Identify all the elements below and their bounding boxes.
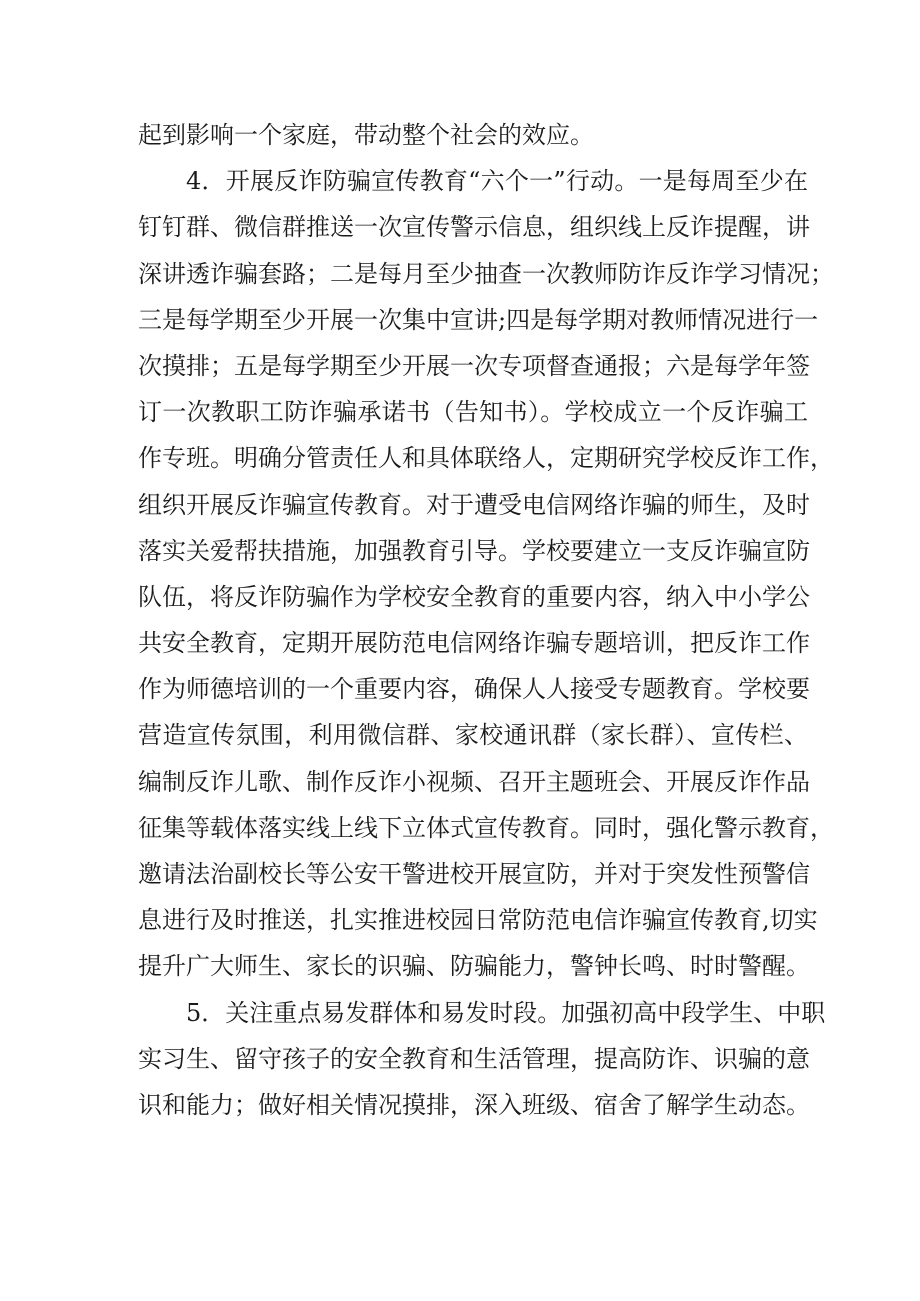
paragraph-line: 组织开展反诈骗宣传教育。对于遭受电信网络诈骗的师生，及时 [138,490,810,519]
paragraph-line: 编制反诈儿歌、制作反诈小视频、召开主题班会、开展反诈作品 [138,767,810,796]
paragraph-line: 实习生、留守孩子的安全教育和生活管理，提高防诈、识骗的意 [138,1044,810,1073]
paragraph-line: 识和能力；做好相关情况摸排，深入班级、宿舍了解学生动态。 [138,1090,810,1119]
paragraph-line: 队伍，将反诈防骗作为学校安全教育的重要内容，纳入中小学公 [138,582,810,611]
document-body [138,112,834,1128]
paragraph-4-heading-line: 4．开展反诈防骗宣传教育“六个一”行动。一是每周至少在 [186,167,808,196]
paragraph-line: 提升广大师生、家长的识骗、防骗能力，警钟长鸣、时时警醒。 [138,952,810,981]
paragraph-line: 息进行及时推送，扎实推进校园日常防范电信诈骗宣传教育,切实 [138,906,818,935]
paragraph-line: 次摸排；五是每学期至少开展一次专项督查通报；六是每学年签 [138,351,810,380]
paragraph-line: 订一次教职工防诈骗承诺书（告知书）。学校成立一个反诈骗工 [138,398,808,427]
paragraph-line: 征集等载体落实线上线下立体式宣传教育。同时，强化警示教育， [138,813,834,842]
paragraph-line: 邀请法治副校长等公安干警进校开展宣防，并对于突发性预警信 [138,860,810,888]
paragraph-line: 起到影响一个家庭，带动整个社会的效应。 [138,121,594,149]
paragraph-line: 作专班。明确分管责任人和具体联络人，定期研究学校反诈工作， [138,444,834,473]
paragraph-line: 三是每学期至少开展一次集中宣讲;四是每学期对教师情况进行一 [138,305,819,334]
paragraph-line: 作为师德培训的一个重要内容，确保人人接受专题教育。学校要 [138,675,810,704]
paragraph-5-heading-line: 5．关注重点易发群体和易发时段。加强初高中段学生、中职 [186,998,826,1027]
paragraph-line: 钉钉群、微信群推送一次宣传警示信息，组织线上反诈提醒，讲 [138,213,810,242]
paragraph-line: 营造宣传氛围，利用微信群、家校通讯群（家长群）、宣传栏、 [138,721,808,750]
paragraph-line: 落实关爱帮扶措施，加强教育引导。学校要建立一支反诈骗宣防 [138,536,810,565]
paragraph-line: 共安全教育，定期开展防范电信网络诈骗专题培训，把反诈工作 [138,629,810,658]
paragraph-line: 深讲透诈骗套路；二是每月至少抽查一次教师防诈反诈学习情况； [138,259,834,288]
